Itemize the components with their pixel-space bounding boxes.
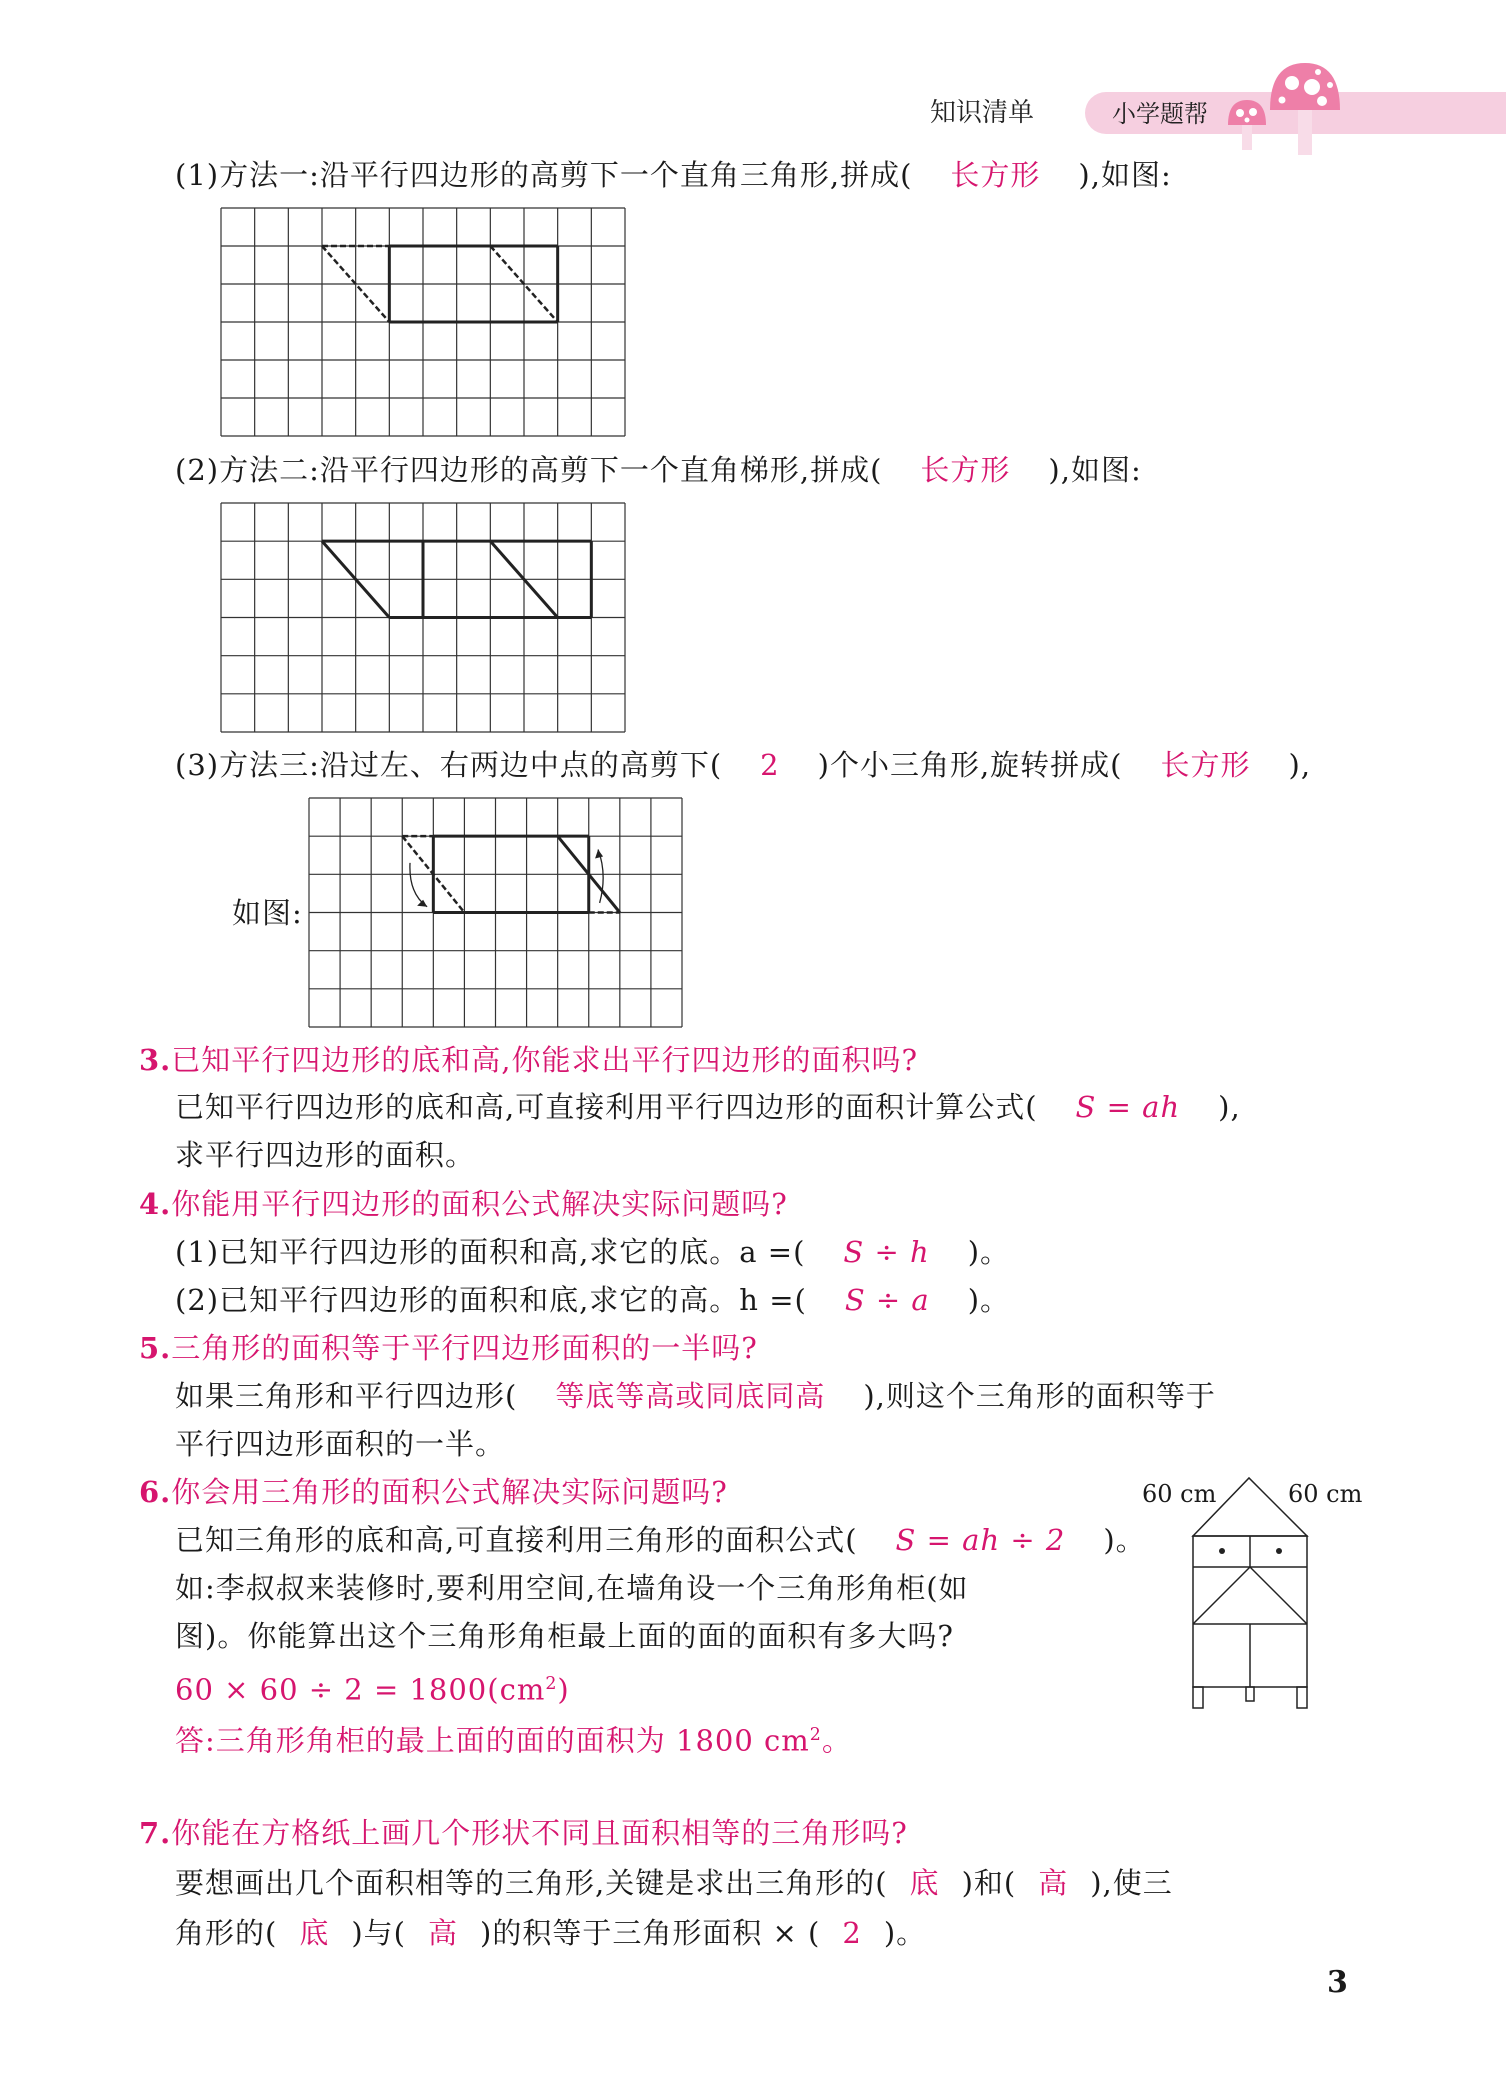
drawer-knob-right xyxy=(1276,1548,1282,1554)
brand-label: 小学题帮 xyxy=(1112,100,1208,128)
q6-answer-end: 。 xyxy=(821,1723,852,1758)
q6-title-text: 你会用三角形的面积公式解决实际问题吗? xyxy=(171,1475,728,1509)
q6-number: 6. xyxy=(139,1475,172,1509)
corner-cabinet-figure xyxy=(1180,1470,1320,1720)
q7-answer-factor: 2 xyxy=(842,1916,862,1950)
q6-calculation xyxy=(175,1664,570,1710)
method3-prefix: (3)方法三:沿过左、右两边中点的高剪下( xyxy=(175,748,723,782)
q7-line2 xyxy=(175,1913,926,1953)
q3-title-text: 已知平行四边形的底和高,你能求出平行四边形的面积吗? xyxy=(171,1043,919,1077)
q7-line2-mid2: )的积等于三角形面积 × ( xyxy=(480,1916,821,1950)
method3-middle: )个小三角形,旋转拼成( xyxy=(817,748,1123,782)
method2-prefix: (2)方法二:沿平行四边形的高剪下一个直角梯形,拼成( xyxy=(175,453,883,487)
q5-line1-suffix: ),则这个三角形的面积等于 xyxy=(863,1379,1216,1413)
q5-answer: 等底等高或同底同高 xyxy=(555,1379,826,1413)
q5-number: 5. xyxy=(139,1331,172,1365)
leg-middle xyxy=(1246,1687,1254,1701)
q4-sub2-answer: S ÷ a xyxy=(844,1283,930,1317)
q4-sub1 xyxy=(175,1232,1010,1272)
method2-suffix: ),如图: xyxy=(1048,453,1142,487)
q6-line3: 图)。你能算出这个三角形角柜最上面的面的面积有多大吗? xyxy=(175,1619,954,1653)
figure-label: 如图: xyxy=(232,896,303,930)
q5-title xyxy=(139,1328,758,1368)
q6-answer-sentence xyxy=(175,1715,852,1761)
grid-figure-2 xyxy=(221,503,625,732)
q4-title xyxy=(139,1184,788,1224)
q5-title-text: 三角形的面积等于平行四边形面积的一半吗? xyxy=(171,1331,758,1365)
q5-line2: 平行四边形面积的一半。 xyxy=(175,1427,506,1461)
q6-title xyxy=(139,1472,728,1512)
q7-answer-height-2: 高 xyxy=(427,1916,458,1950)
q6-line2: 如:李叔叔来装修时,要利用空间,在墙角设一个三角形角柜(如 xyxy=(175,1571,969,1605)
q4-sub1-suffix: )。 xyxy=(967,1235,1011,1269)
shelf-triangle xyxy=(1193,1567,1307,1624)
q4-sub1-answer: S ÷ h xyxy=(843,1235,930,1269)
q7-line2-mid: )与( xyxy=(351,1916,406,1950)
cabinet-right-label: 60 cm xyxy=(1288,1480,1363,1508)
q5-line1-prefix: 如果三角形和平行四边形( xyxy=(175,1379,518,1413)
q6-calc-sup: 2 xyxy=(545,1674,558,1694)
q7-line1-suffix: ),使三 xyxy=(1090,1866,1173,1900)
page-number: 3 xyxy=(1327,1965,1348,2000)
q5-line1 xyxy=(175,1376,1216,1416)
q7-answer-height: 高 xyxy=(1038,1866,1069,1900)
q4-sub2-suffix: )。 xyxy=(967,1283,1011,1317)
q3-line1-suffix: ), xyxy=(1218,1090,1241,1124)
rotate-arrow-left-icon xyxy=(410,863,427,907)
drawer-knob-left xyxy=(1219,1548,1225,1554)
q3-line2: 求平行四边形的面积。 xyxy=(175,1138,476,1172)
q6-calc-close: ) xyxy=(557,1672,570,1707)
method1-prefix: (1)方法一:沿平行四边形的高剪下一个直角三角形,拼成( xyxy=(175,158,913,192)
q3-number: 3. xyxy=(139,1043,172,1077)
q4-number: 4. xyxy=(139,1187,172,1221)
grid-figure-1 xyxy=(221,208,625,436)
q7-line2-prefix: 角形的( xyxy=(175,1916,278,1950)
q7-title xyxy=(139,1813,908,1853)
q4-sub1-prefix: (1)已知平行四边形的面积和高,求它的底。a =( xyxy=(175,1235,806,1269)
method1-answer: 长方形 xyxy=(950,158,1041,192)
q6-line1-prefix: 已知三角形的底和高,可直接利用三角形的面积公式( xyxy=(175,1523,858,1557)
mushroom-large-icon xyxy=(1270,63,1340,155)
method3-answer-count: 2 xyxy=(760,748,780,782)
method2-answer: 长方形 xyxy=(920,453,1011,487)
q6-answer-text: 答:三角形角柜的最上面的面的面积为 1800 cm xyxy=(175,1723,810,1758)
q7-number: 7. xyxy=(139,1816,172,1850)
q6-line1-suffix: )。 xyxy=(1103,1523,1146,1557)
cabinet-top-triangle xyxy=(1193,1478,1307,1536)
mushroom-icon xyxy=(1220,55,1370,155)
cabinet-left-label: 60 cm xyxy=(1142,1480,1217,1508)
q7-line1-prefix: 要想画出几个面积相等的三角形,关键是求出三角形的( xyxy=(175,1866,888,1900)
method2-line xyxy=(175,450,1142,490)
q3-answer: S = ah xyxy=(1075,1090,1181,1124)
q7-line1-mid: )和( xyxy=(961,1866,1017,1900)
method1-suffix: ),如图: xyxy=(1078,158,1172,192)
q7-answer-base-2: 底 xyxy=(299,1916,330,1950)
q3-line1-prefix: 已知平行四边形的底和高,可直接利用平行四边形的面积计算公式( xyxy=(175,1090,1038,1124)
q4-title-text: 你能用平行四边形的面积公式解决实际问题吗? xyxy=(171,1187,788,1221)
leg-right xyxy=(1297,1687,1307,1708)
arrowhead-left-icon xyxy=(417,900,427,907)
q7-title-text: 你能在方格纸上画几个形状不同且面积相等的三角形吗? xyxy=(171,1816,908,1850)
leg-left xyxy=(1193,1687,1203,1708)
section-label: 知识清单 xyxy=(930,98,1035,128)
q6-calc-text: 60 × 60 ÷ 2 = 1800(cm xyxy=(175,1672,546,1707)
q7-answer-base: 底 xyxy=(909,1866,940,1900)
grid-figure-3 xyxy=(309,798,682,1027)
method3-suffix: ), xyxy=(1288,748,1312,782)
mushroom-small-icon xyxy=(1228,100,1266,150)
q6-line1 xyxy=(175,1520,1146,1560)
q7-line1 xyxy=(175,1863,1173,1903)
q6-answer: S = ah ÷ 2 xyxy=(895,1523,1066,1557)
method1-line xyxy=(175,155,1172,195)
q7-line2-suffix: )。 xyxy=(883,1916,927,1950)
q3-line1 xyxy=(175,1087,1241,1127)
q4-sub2-prefix: (2)已知平行四边形的面积和底,求它的高。h =( xyxy=(175,1283,807,1317)
method3-line xyxy=(175,745,1311,785)
q3-title xyxy=(139,1040,918,1080)
q4-sub2 xyxy=(175,1280,1010,1320)
method3-answer-shape: 长方形 xyxy=(1160,748,1251,782)
q6-answer-sup: 2 xyxy=(809,1725,822,1745)
